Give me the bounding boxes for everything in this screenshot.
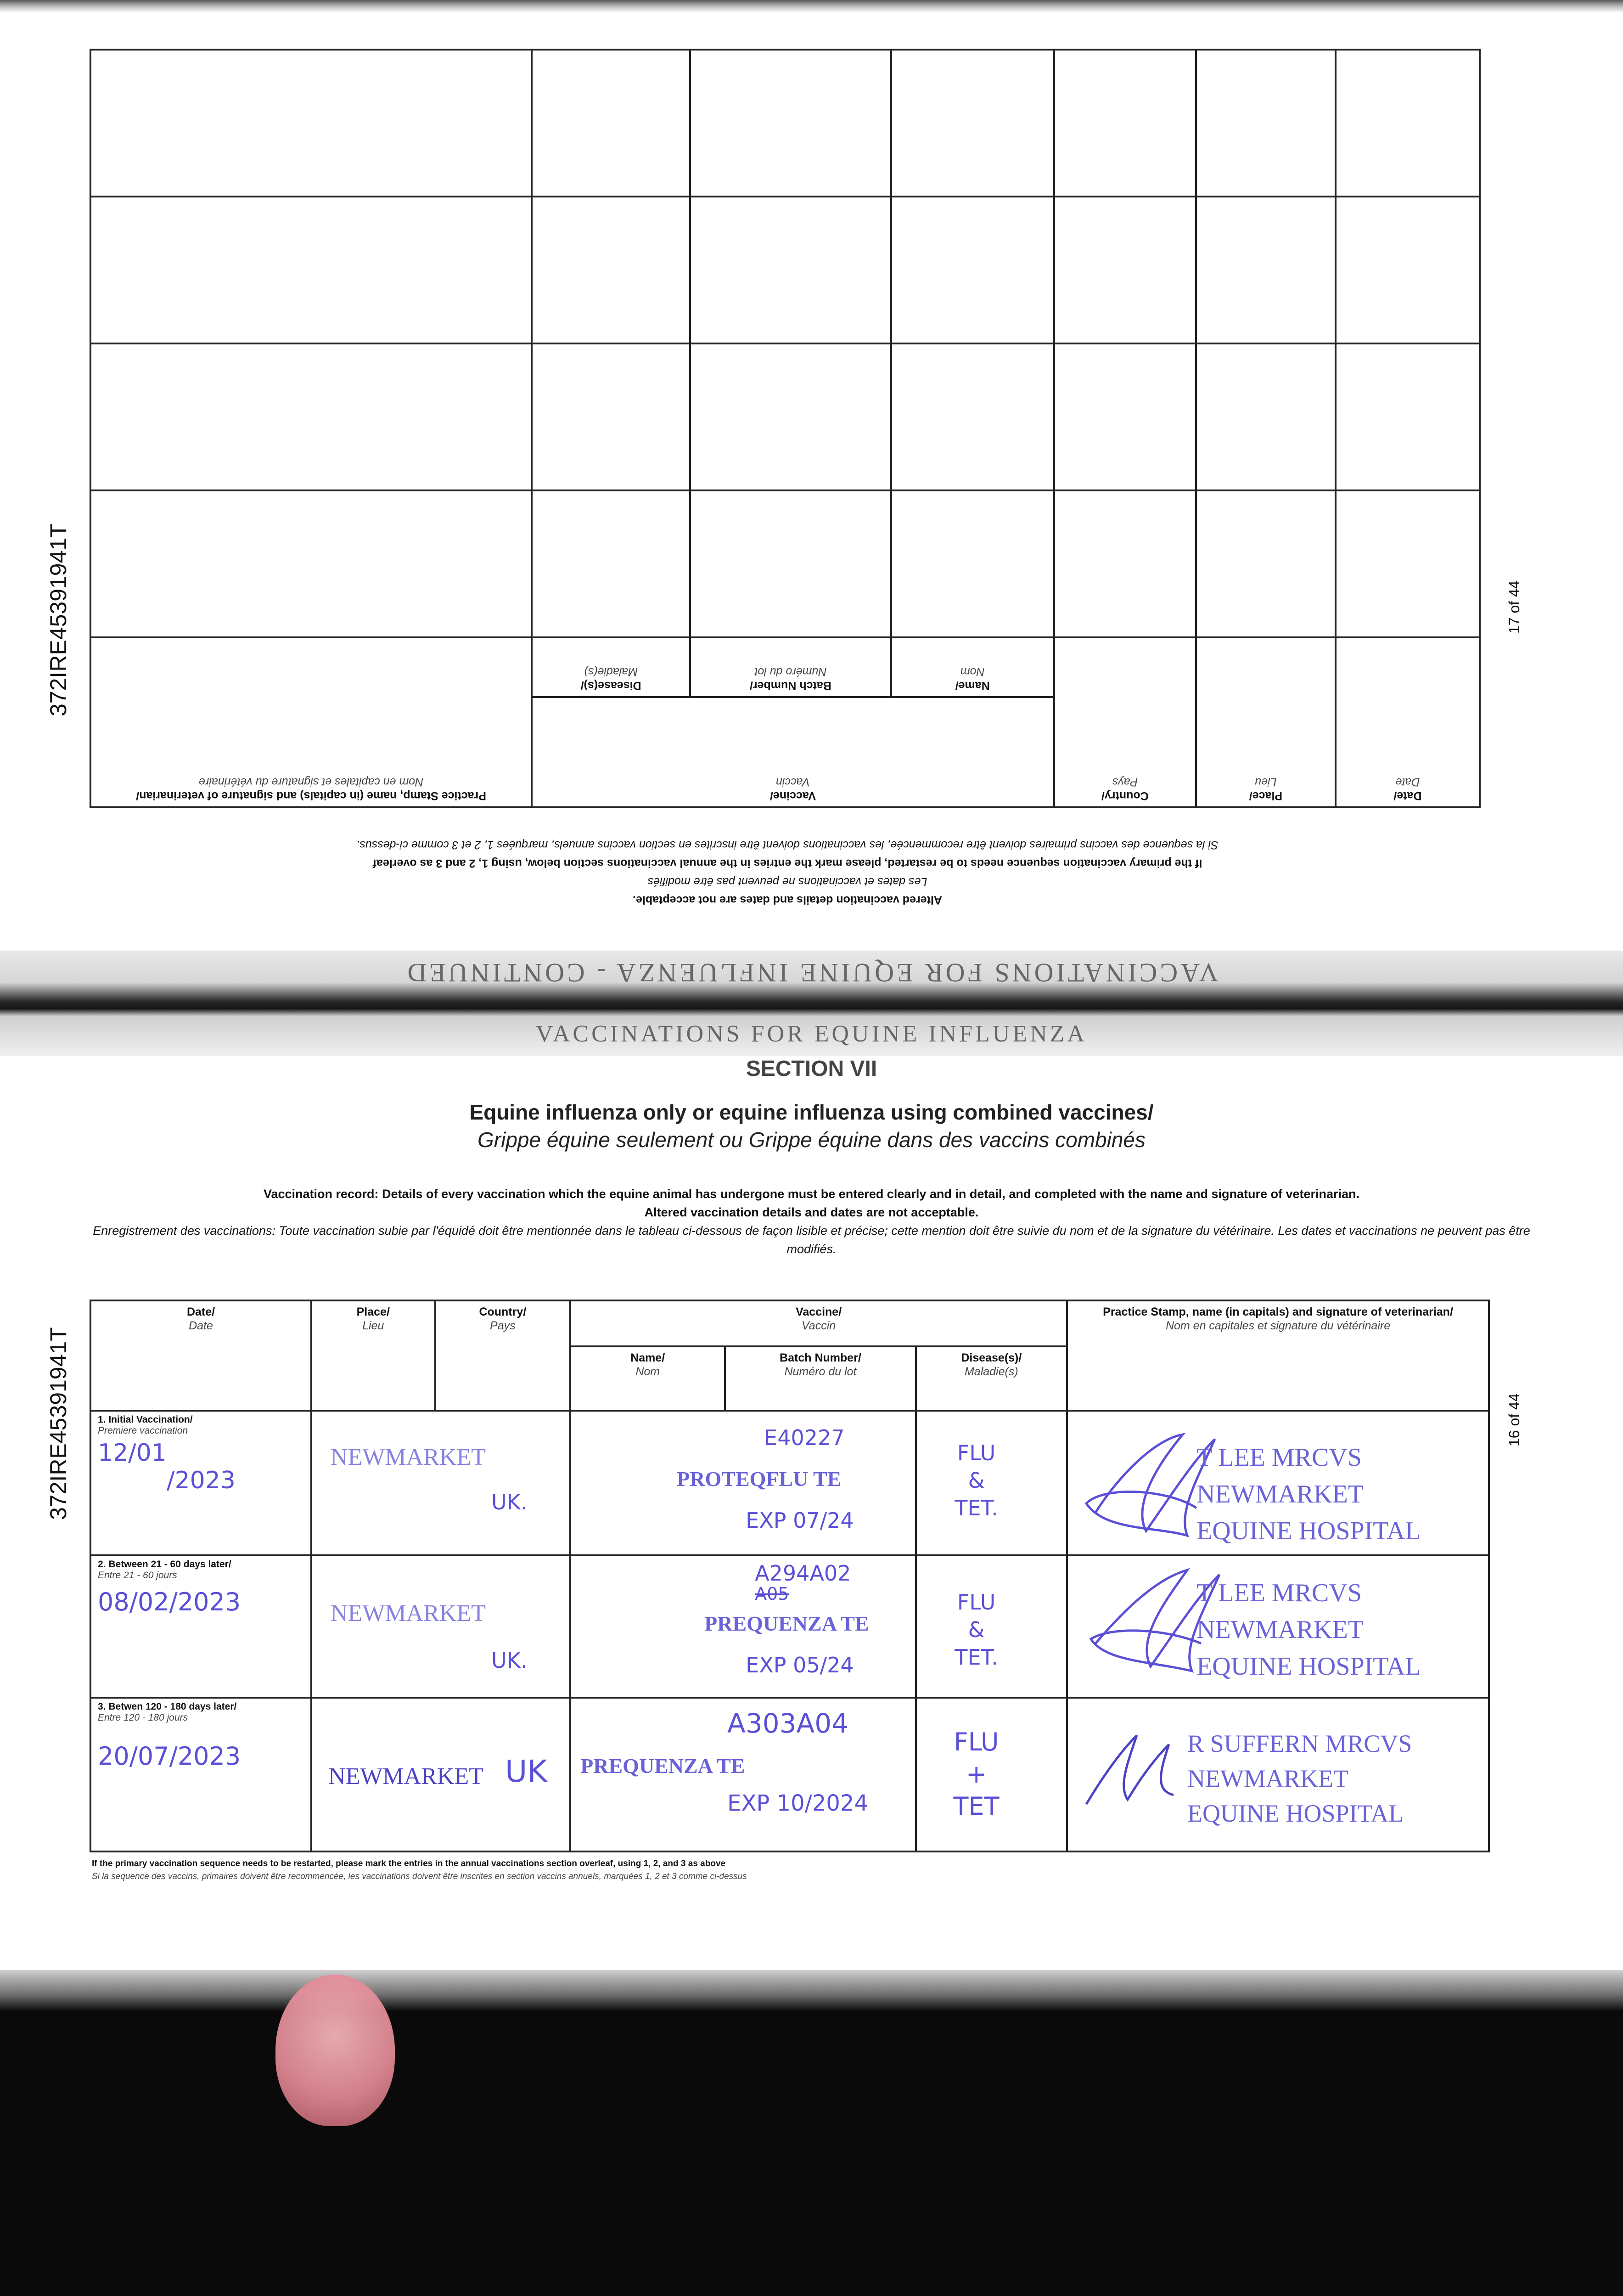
row3-stamp: R SUFFERN MRCVS NEWMARKET EQUINE HOSPITAL [1067, 1698, 1489, 1851]
header-batch: Batch Number/ Numéro du lot [725, 1346, 915, 1411]
row1-vaccine-name: PROTEQFLU TE [677, 1467, 842, 1491]
scan-dark-border [0, 1970, 1623, 2296]
header-date: Date/ Date [90, 1300, 311, 1411]
scan-top-edge [0, 0, 1623, 13]
row1-disease: FLU & TET. [916, 1411, 1067, 1555]
row1-date: 12/01 [98, 1439, 167, 1467]
row3-place: NEWMARKET [328, 1763, 483, 1790]
upper-header-date: Date/ Date [1336, 637, 1480, 807]
table-row [90, 343, 1480, 490]
upper-header-disease: Disease(s)/ Maladie(s) [532, 637, 690, 697]
upper-notes [138, 836, 1437, 909]
row2-date-cell: 2. Between 21 - 60 days later/ Entre 21 - 60 jours 08/02/2023 [90, 1555, 311, 1698]
row1-batch: E40227 [764, 1425, 845, 1450]
table-row [90, 50, 1480, 197]
vaccination-table [90, 1300, 1490, 1852]
row2-batch: A294A02 [755, 1561, 851, 1586]
row2-expiry: EXP 05/24 [746, 1653, 854, 1677]
header-country: Country/ Pays [435, 1300, 571, 1411]
row3-disease: FLU + TET [916, 1698, 1067, 1851]
row3-batch: A303A04 [727, 1708, 849, 1739]
header-vaccine: Vaccine/ Vaccin [570, 1300, 1067, 1346]
upper-header-name: Name/ Nom [891, 637, 1054, 697]
row1-date-cell: 1. Initial Vaccination/ Premiere vaccination 12/01 /2023 [90, 1411, 311, 1555]
upper-restart-en: If the primary vaccination sequence needs to be restarted, please mark the entries in the annual vaccinations section below, using 1, 2 and 3 as overleaf [372, 857, 1202, 870]
page-edge-strip [0, 1970, 1623, 2011]
row2-date: 08/02/2023 [98, 1587, 241, 1616]
row3-name-batch [570, 1698, 915, 1851]
upper-altered-fr: Les dates et vaccinations ne peuvent pas être modifiés [647, 875, 927, 888]
row2-country: UK. [491, 1648, 528, 1673]
record-instructions: Vaccination record: Details of every vaccination which the equine animal has undergone must be entered clearly and in detail, and completed with the name and signature of veterinarian. Altered vaccination details and dates are not acceptable. Enregistrement des vaccinations: Toute vaccination subie par l'équidé doit être mentionnée dans le tableau ci-dessous de façon lisible et précise; cette mention doit être suivie du nom et de la signature du vétérinaire. Les dates et vaccinations ne peuvent pas être modifiés. [93, 1187, 1530, 1256]
header-name: Name/ Nom [570, 1346, 725, 1411]
row3-place-country [311, 1698, 570, 1851]
restart-note: If the primary vaccination sequence needs to be restarted, please mark the entries in the annual vaccinations section overleaf, using 1, 2, and 3 as above Si la sequence des vaccins, primaires doivent être recommencée, les vaccinations doivent être inscrites en section vaccins annuels, marquées 1, 2 et 3 comme ci-dessus [92, 1859, 747, 1881]
upper-header-country: Country/ Pays [1054, 637, 1196, 807]
upper-band-title: VACCINATIONS FOR EQUINE INFLUENZA - CONTINUED [404, 958, 1219, 988]
row2-batch-struck: A05 [755, 1584, 789, 1604]
row1-place: NEWMARKET [331, 1444, 486, 1470]
table-row [90, 1555, 1489, 1698]
row2-stamp: T LEE MRCVS NEWMARKET EQUINE HOSPITAL [1067, 1555, 1489, 1698]
section-title: SECTION VII [746, 1057, 877, 1081]
lower-band-title: VACCINATIONS FOR EQUINE INFLUENZA [536, 1021, 1087, 1047]
row1-expiry: EXP 07/24 [746, 1508, 854, 1533]
table-row [90, 1698, 1489, 1851]
section-subtitle-en: Equine influenza only or equine influenza using combined vaccines/ [469, 1100, 1154, 1124]
upper-header-place: Place/ Lieu [1196, 637, 1336, 807]
upper-header-stamp: Practice Stamp, name (in capitals) and signature of veterinarian/ Nom en capitales et signature du vétérinaire [90, 637, 532, 807]
row1-country: UK. [491, 1490, 528, 1514]
upper-passport-id: 372IRE45391941T [45, 523, 71, 716]
row1-place-country [311, 1411, 570, 1555]
lower-page-number: 16 of 44 [1506, 1393, 1522, 1446]
row3-date: 20/07/2023 [98, 1742, 241, 1771]
row3-country: UK [505, 1754, 547, 1789]
upper-altered-en: Altered vaccination details and dates are not acceptable. [633, 894, 942, 906]
header-place: Place/ Lieu [311, 1300, 435, 1411]
row1-stamp: T LEE MRCVS NEWMARKET EQUINE HOSPITAL [1067, 1411, 1489, 1555]
table-row [90, 490, 1480, 637]
row2-disease: FLU & TET. [916, 1555, 1067, 1698]
thumb [275, 1975, 395, 2126]
header-disease: Disease(s)/ Maladie(s) [916, 1346, 1067, 1411]
upper-restart-fr: Si la sequence des vaccins primaires doivent être recommencée, les vaccinations doivent être inscrites en section vaccins annuels, marquées 1, 2 et 3 comme ci-dessus. [356, 838, 1219, 851]
section-subtitle-fr: Grippe équine seulement ou Grippe équine dans des vaccins combinés [477, 1128, 1146, 1152]
table-row [90, 197, 1480, 343]
row1-name-batch [570, 1411, 915, 1555]
table-row [90, 1411, 1489, 1555]
row2-place: NEWMARKET [331, 1600, 486, 1626]
lower-passport-id: 372IRE45391941T [45, 1327, 71, 1520]
row2-name-batch [570, 1555, 915, 1698]
upper-page-number: 17 of 44 [1506, 580, 1522, 634]
row3-vaccine-name: PREQUENZA TE [580, 1754, 745, 1778]
row3-expiry: EXP 10/2024 [727, 1790, 868, 1816]
upper-header-batch: Batch Number/ Numéro du lot [690, 637, 891, 697]
row3-date-cell: 3. Betwen 120 - 180 days later/ Entre 120 - 180 jours 20/07/2023 [90, 1698, 311, 1851]
header-stamp: Practice Stamp, name (in capitals) and signature of veterinarian/ Nom en capitales et signature du vétérinaire [1067, 1300, 1489, 1411]
upper-header-vaccine: Vaccine/ Vaccin [532, 697, 1054, 807]
upper-vaccination-table [90, 110, 1481, 808]
row2-place-country [311, 1555, 570, 1698]
vet-signature-icon [1082, 1726, 1187, 1818]
row2-vaccine-name: PREQUENZA TE [704, 1612, 869, 1635]
